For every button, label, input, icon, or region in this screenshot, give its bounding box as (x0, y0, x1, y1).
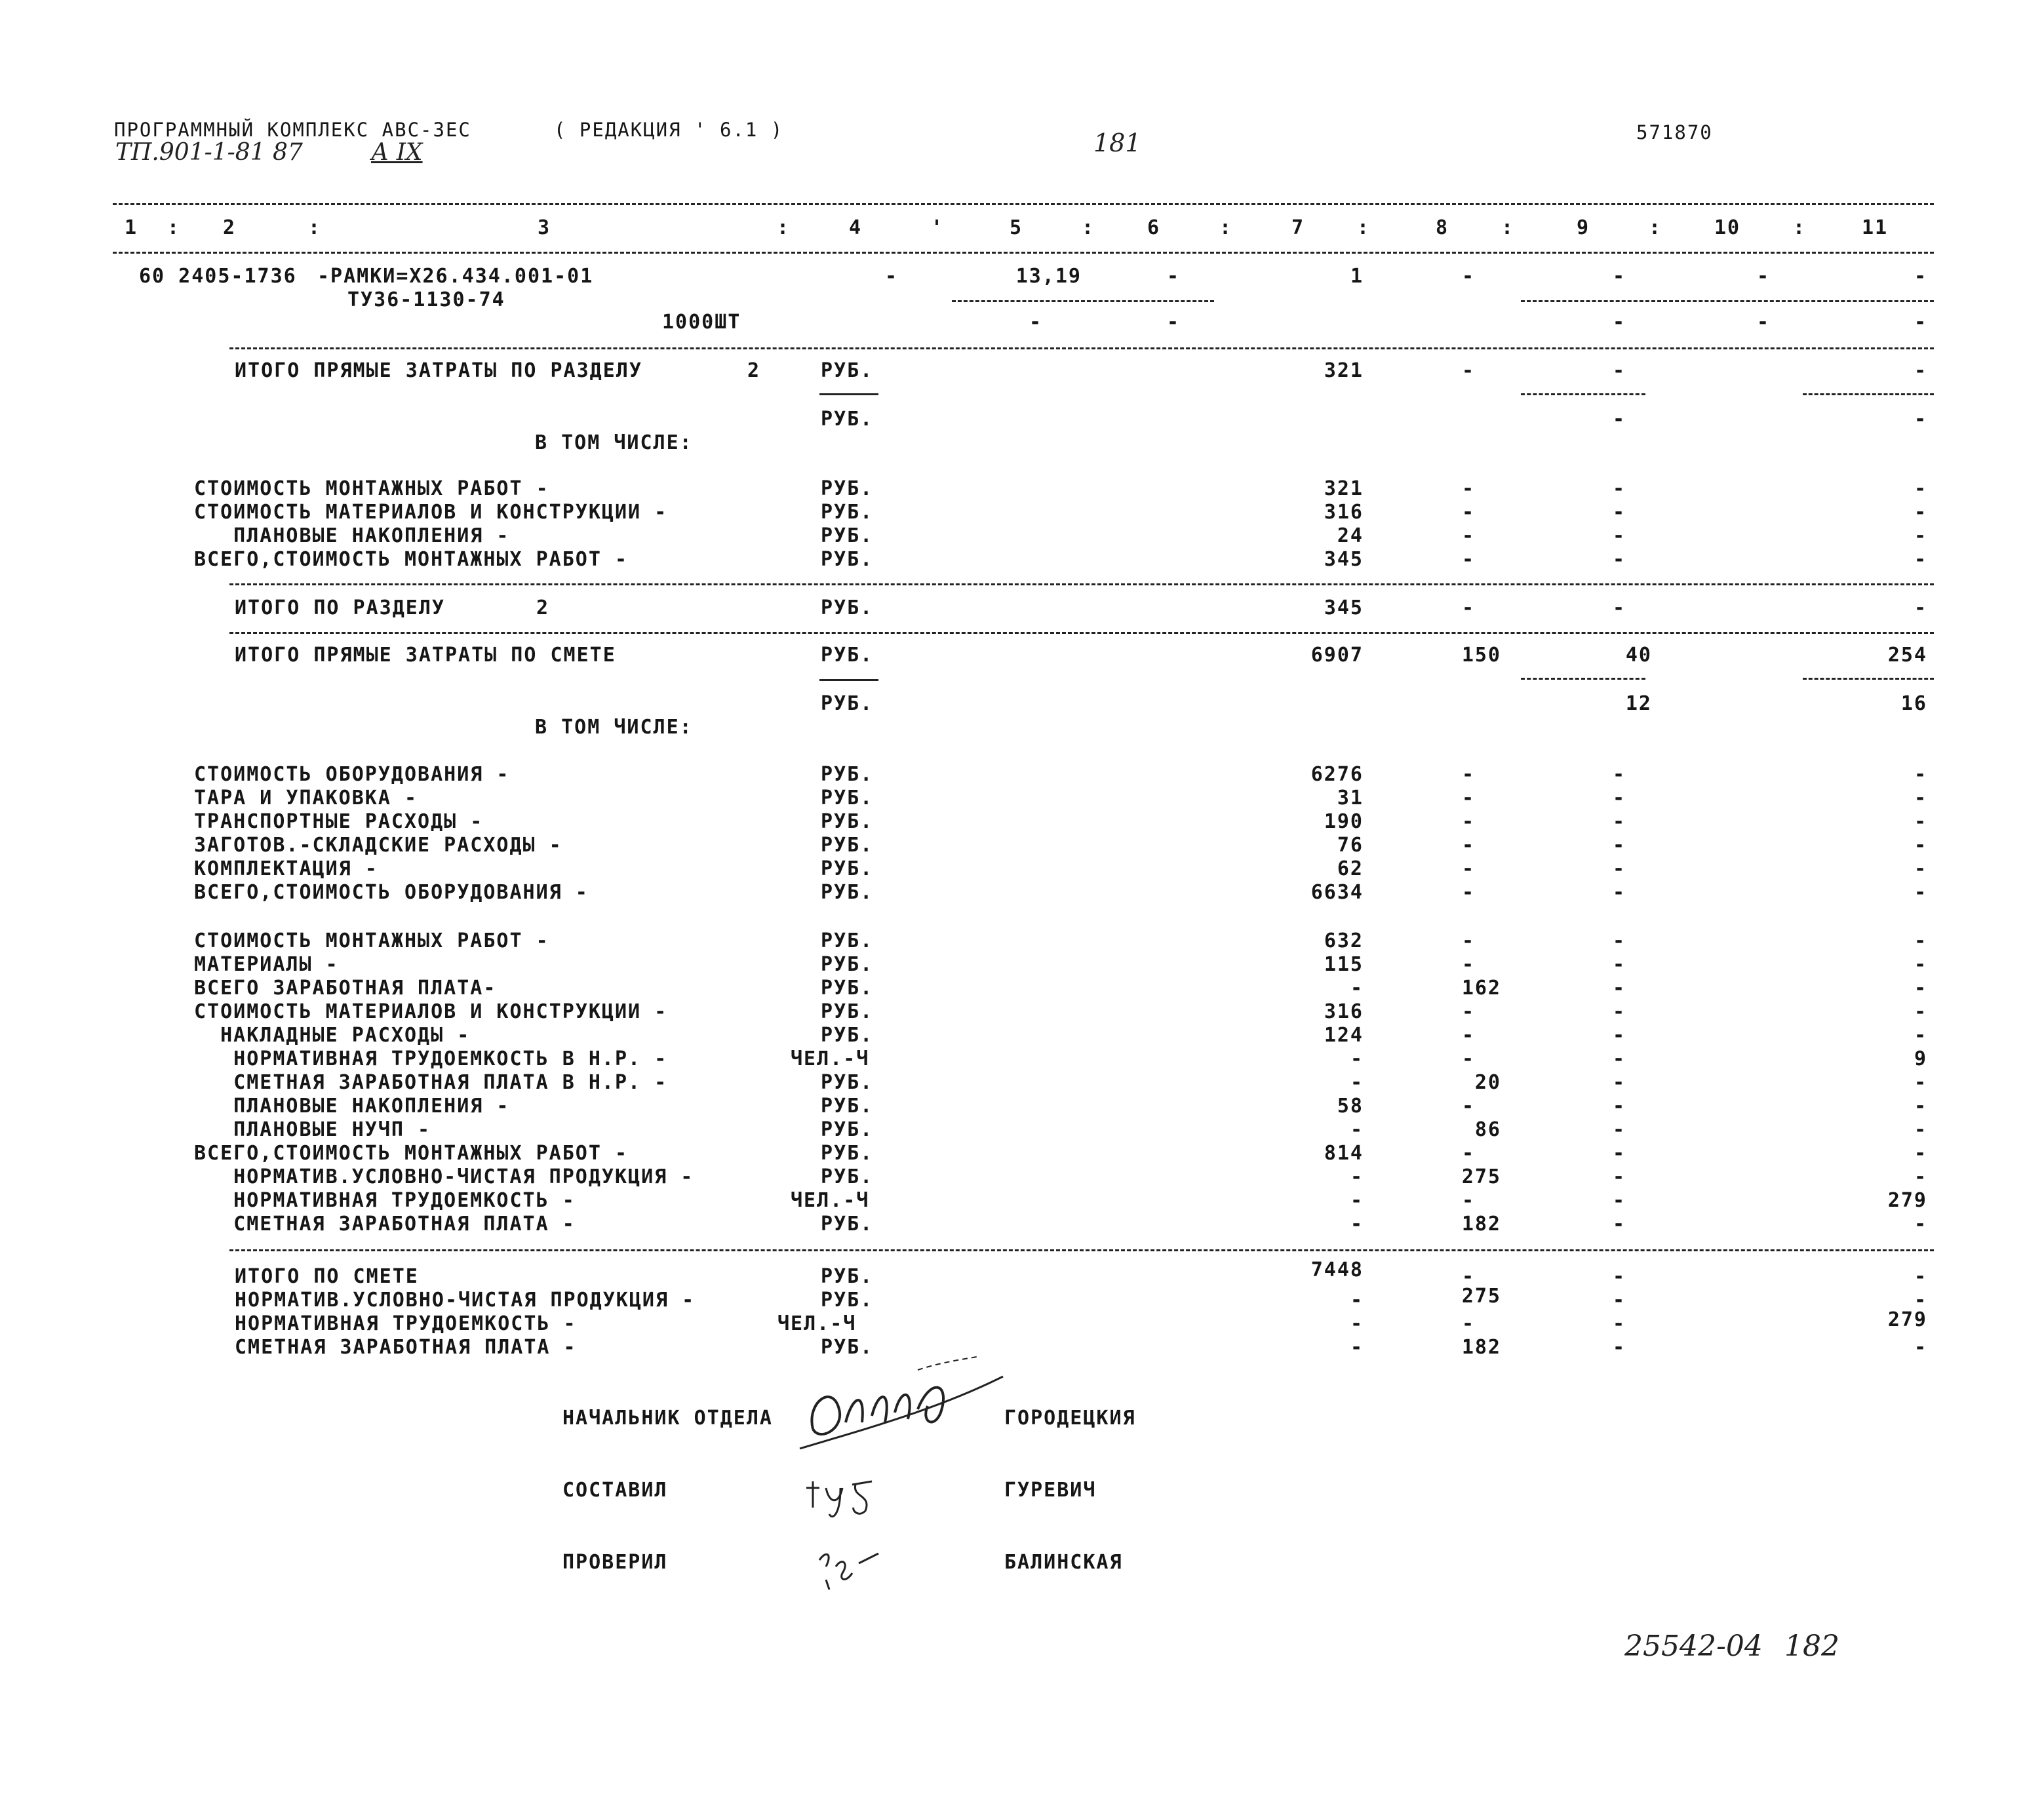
row-label: ИТОГО ПРЯМЫЕ ЗАТРАТЫ ПО СМЕТЕ (235, 644, 616, 667)
divider (229, 632, 1934, 634)
unit-underline (819, 679, 878, 681)
col-7-value: 6634 (1310, 881, 1364, 904)
including-label: В ТОМ ЧИСЛЕ: (535, 431, 693, 454)
col-header: 2 (222, 216, 237, 239)
item-col-8: - (1461, 265, 1475, 288)
unit: РУБ. (821, 1095, 874, 1118)
col-11-value: - (1914, 810, 1927, 833)
col-8-value: 182 (1461, 1213, 1501, 1236)
unit: ЧЕЛ.-Ч (791, 1047, 870, 1070)
row-label: ПЛАНОВЫЕ НУЧП - (194, 1118, 431, 1141)
col-11-value: - (1914, 548, 1927, 571)
col-7-value: - (1350, 1312, 1364, 1335)
col-9-value: - (1612, 1142, 1626, 1165)
divider (229, 347, 1934, 349)
signature-name: ГУРЕВИЧ (1004, 1479, 1097, 1502)
col-9-value: - (1612, 1165, 1626, 1188)
col-7-value: 345 (1324, 596, 1364, 619)
section-number: 2 (747, 359, 761, 382)
col-8-value: - (1461, 548, 1475, 571)
col-11-value: - (1914, 1000, 1927, 1023)
divider (229, 583, 1934, 585)
row-label: СМЕТНАЯ ЗАРАБОТНАЯ ПЛАТА - (235, 1336, 577, 1359)
col-7-value: - (1350, 1336, 1364, 1359)
col-7-value: 321 (1324, 359, 1364, 382)
unit: РУБ. (821, 1289, 874, 1312)
page-number: 181 (1093, 128, 1141, 157)
col-9-value: - (1612, 1213, 1626, 1236)
col-9-value: - (1612, 524, 1626, 547)
row-label: ТРАНСПОРТНЫЕ РАСХОДЫ - (194, 810, 484, 833)
unit: ЧЕЛ.-Ч (791, 1189, 870, 1212)
col-8-value: - (1461, 1312, 1475, 1335)
col-8-value: - (1461, 1265, 1475, 1288)
row-label: НОРМАТИВНАЯ ТРУДОЕМКОСТЬ - (235, 1312, 577, 1335)
col-separator: : (1792, 216, 1807, 239)
row-label: ЗАГОТОВ.-СКЛАДСКИЕ РАСХОДЫ - (194, 834, 562, 857)
col-8-value: - (1461, 1142, 1475, 1165)
item-unit-col-6: - (1166, 311, 1180, 334)
col-9-value: - (1612, 810, 1626, 833)
col-11-value: 9 (1914, 1047, 1927, 1070)
signature-role: СОСТАВИЛ (562, 1479, 668, 1502)
col-8-value: - (1461, 1024, 1475, 1047)
col-7-value: 6276 (1310, 763, 1364, 786)
col-9-value: - (1612, 1289, 1626, 1312)
col-separator: : (1219, 216, 1233, 239)
col-header: 5 (1009, 216, 1023, 239)
col-7-value: 345 (1324, 548, 1364, 571)
col-7-value: - (1350, 1189, 1364, 1212)
divider (113, 252, 1934, 254)
col-9-value: - (1612, 763, 1626, 786)
item-unit-col-10: - (1756, 311, 1770, 334)
col-11-value: - (1914, 857, 1927, 880)
unit: РУБ. (821, 881, 874, 904)
col-7-value: 632 (1324, 929, 1364, 952)
item-col-9: - (1612, 265, 1626, 288)
signature-name: ГОРОДЕЦКИЯ (1004, 1407, 1136, 1430)
col-8-value: 275 (1461, 1165, 1501, 1188)
col-8-value: 182 (1461, 1336, 1501, 1359)
item-code: 60 2405-1736 (139, 265, 297, 288)
unit: РУБ. (821, 763, 874, 786)
sheet-number: 182 (1784, 1630, 1839, 1663)
col-7-value: - (1350, 1165, 1364, 1188)
col-7-value: 31 (1337, 787, 1364, 810)
col-8-value: - (1461, 1189, 1475, 1212)
section-number: 2 (536, 596, 550, 619)
col-7-value: 62 (1337, 857, 1364, 880)
unit: РУБ. (821, 1265, 874, 1288)
col-9-value: - (1612, 501, 1626, 524)
col-7-value: - (1350, 977, 1364, 1000)
divider (113, 203, 1934, 205)
col-8-value: - (1461, 1047, 1475, 1070)
row-label: СТОИМОСТЬ ОБОРУДОВАНИЯ - (194, 763, 510, 786)
col-11-value: - (1914, 359, 1927, 382)
signature-name: БАЛИНСКАЯ (1004, 1551, 1123, 1574)
col-11-value: - (1914, 1165, 1927, 1188)
col-separator: : (307, 216, 322, 239)
col-11-value: - (1914, 477, 1927, 500)
row-label: ПЛАНОВЫЕ НАКОПЛЕНИЯ - (194, 524, 510, 547)
col-8-value: - (1461, 1000, 1475, 1023)
col-11-value: - (1914, 1265, 1927, 1288)
row-label: ПЛАНОВЫЕ НАКОПЛЕНИЯ - (194, 1095, 510, 1118)
col-8-value: - (1461, 810, 1475, 833)
col-9-value: - (1612, 953, 1626, 976)
signature-mark-compiler (793, 1468, 892, 1527)
item-col-10: - (1756, 265, 1770, 288)
col-11-value: 16 (1900, 692, 1927, 715)
col-9-value: - (1612, 477, 1626, 500)
row-label: НОРМАТИВНАЯ ТРУДОЕМКОСТЬ В Н.Р. - (194, 1047, 668, 1070)
col-separator: ' (930, 216, 945, 239)
col-9-value: - (1612, 1265, 1626, 1288)
col-11-value: - (1914, 1024, 1927, 1047)
unit: РУБ. (821, 1213, 874, 1236)
col-8-value: - (1461, 477, 1475, 500)
col-separator: : (167, 216, 181, 239)
col-9-value: - (1612, 929, 1626, 952)
col-11-value: - (1914, 1336, 1927, 1359)
col-separator: : (1356, 216, 1371, 239)
col-header: 6 (1147, 216, 1161, 239)
item-col-7: 1 (1350, 265, 1364, 288)
col-9-value: 40 (1625, 644, 1652, 667)
unit: РУБ. (821, 834, 874, 857)
subtotal-line (1803, 678, 1934, 680)
doc-code: 571870 (1636, 121, 1713, 144)
col-9-value: 12 (1625, 692, 1652, 715)
col-9-value: - (1612, 1071, 1626, 1094)
col-separator: : (1081, 216, 1095, 239)
col-8-value: 20 (1474, 1071, 1501, 1094)
row-label: КОМПЛЕКТАЦИЯ - (194, 857, 378, 880)
row-label: НОРМАТИВ.УСЛОВНО-ЧИСТАЯ ПРОДУКЦИЯ - (194, 1165, 694, 1188)
col-11-value: - (1914, 1213, 1927, 1236)
unit: РУБ. (821, 548, 874, 571)
row-label: ВСЕГО,СТОИМОСТЬ ОБОРУДОВАНИЯ - (194, 881, 589, 904)
col-11-value: - (1914, 763, 1927, 786)
col-9-value: - (1612, 977, 1626, 1000)
col-7-value: 7448 (1310, 1259, 1364, 1281)
col-9-value: - (1612, 1189, 1626, 1212)
col-7-value: 316 (1324, 501, 1364, 524)
col-header: 7 (1291, 216, 1305, 239)
unit: РУБ. (821, 1165, 874, 1188)
row-label: НОРМАТИВНАЯ ТРУДОЕМКОСТЬ - (194, 1189, 576, 1212)
row-label: МАТЕРИАЛЫ - (194, 953, 339, 976)
col-9-value: - (1612, 548, 1626, 571)
including-label: В ТОМ ЧИСЛЕ: (535, 716, 693, 739)
col-9-value: - (1612, 834, 1626, 857)
col-8-value: - (1461, 501, 1475, 524)
col-9-value: - (1612, 881, 1626, 904)
unit: ЧЕЛ.-Ч (777, 1312, 857, 1335)
unit: РУБ. (821, 408, 874, 431)
col-header: 10 (1714, 216, 1741, 239)
col-separator: : (1648, 216, 1662, 239)
signature-mark-checker (806, 1540, 892, 1599)
signature-mark-head (787, 1350, 1023, 1462)
col-7-value: 124 (1324, 1024, 1364, 1047)
col-11-value: - (1914, 1289, 1927, 1312)
item-unit-col-5: - (1029, 311, 1042, 334)
col-9-value: - (1612, 1000, 1626, 1023)
signature-role: ПРОВЕРИЛ (562, 1551, 668, 1574)
col-8-value: - (1461, 881, 1475, 904)
item-col-5: 13,19 (1015, 265, 1082, 288)
col-8-value: - (1461, 763, 1475, 786)
unit: РУБ. (821, 692, 874, 715)
col-7-value: 190 (1324, 810, 1364, 833)
project-ref: ТП.901-1-81 87 (115, 139, 303, 166)
col-header: 11 (1861, 216, 1889, 239)
row-label: СМЕТНАЯ ЗАРАБОТНАЯ ПЛАТА - (194, 1213, 576, 1236)
col-header: 4 (848, 216, 863, 239)
col-8-value: - (1461, 857, 1475, 880)
row-label: ТАРА И УПАКОВКА - (194, 787, 418, 810)
col-8-value: 162 (1461, 977, 1501, 1000)
unit: РУБ. (821, 977, 874, 1000)
col-7-value: - (1350, 1118, 1364, 1141)
col-header: 1 (124, 216, 138, 239)
unit: РУБ. (821, 596, 874, 619)
col-7-value: - (1350, 1071, 1364, 1094)
col-9-value: - (1612, 1024, 1626, 1047)
col-9-value: - (1612, 596, 1626, 619)
col-11-value: - (1914, 929, 1927, 952)
unit: РУБ. (821, 1142, 874, 1165)
row-label: СТОИМОСТЬ МОНТАЖНЫХ РАБОТ - (194, 929, 549, 952)
signature-role: НАЧАЛЬНИК ОТДЕЛА (562, 1407, 773, 1430)
unit: РУБ. (821, 810, 874, 833)
item-name: -РАМКИ=Х26.434.001-01 (317, 265, 594, 288)
col-11-value: 279 (1887, 1189, 1927, 1212)
col-11-value: - (1914, 1095, 1927, 1118)
col-8-value: - (1461, 1095, 1475, 1118)
col-separator: : (1501, 216, 1515, 239)
col-9-value: - (1612, 787, 1626, 810)
col-11-value: - (1914, 787, 1927, 810)
col-11-value: - (1914, 834, 1927, 857)
col-7-value: 76 (1337, 834, 1364, 857)
col-11-value: 279 (1887, 1308, 1927, 1331)
unit: РУБ. (821, 857, 874, 880)
unit: РУБ. (821, 1000, 874, 1023)
row-label: ИТОГО ПО СМЕТЕ (235, 1265, 419, 1288)
col-9-value: - (1612, 1312, 1626, 1335)
row-label: ИТОГО ПО РАЗДЕЛУ (235, 596, 445, 619)
col-7-value: 814 (1324, 1142, 1364, 1165)
col-9-value: - (1612, 408, 1626, 431)
col-11-value: - (1914, 408, 1927, 431)
col-8-value: - (1461, 359, 1475, 382)
item-col-6: - (1166, 265, 1180, 288)
col-8-value: - (1461, 787, 1475, 810)
col-9-value: - (1612, 359, 1626, 382)
edition-label: ( РЕДАКЦИЯ ' 6.1 ) (554, 119, 784, 141)
subtotal-line (1521, 678, 1645, 680)
col-11-value: - (1914, 977, 1927, 1000)
col-header: 9 (1576, 216, 1590, 239)
col-9-value: - (1612, 1336, 1626, 1359)
col-9-value: - (1612, 1118, 1626, 1141)
col-8-value: - (1461, 524, 1475, 547)
row-label: ВСЕГО,СТОИМОСТЬ МОНТАЖНЫХ РАБОТ - (194, 548, 629, 571)
album-ref: А IX (371, 139, 423, 166)
unit: РУБ. (821, 359, 874, 382)
col-11-value: - (1914, 501, 1927, 524)
col-7-value: 115 (1324, 953, 1364, 976)
row-label: НАКЛАДНЫЕ РАСХОДЫ - (194, 1024, 471, 1047)
col-7-value: - (1350, 1047, 1364, 1070)
col-7-value: - (1350, 1289, 1364, 1312)
unit: РУБ. (821, 524, 874, 547)
subtotal-line (1521, 393, 1645, 395)
col-7-value: 6907 (1310, 644, 1364, 667)
col-11-value: - (1914, 1071, 1927, 1094)
unit: РУБ. (821, 787, 874, 810)
unit: РУБ. (821, 644, 874, 667)
col-8-value: 150 (1461, 644, 1501, 667)
row-label: ВСЕГО ЗАРАБОТНАЯ ПЛАТА- (194, 977, 497, 1000)
item-unit-col-9: - (1612, 311, 1626, 334)
col-separator: : (776, 216, 791, 239)
col-7-value: 24 (1337, 524, 1364, 547)
archive-number: 25542-04 (1624, 1630, 1763, 1663)
col-header: 3 (537, 216, 551, 239)
col-11-value: - (1914, 596, 1927, 619)
unit: РУБ. (821, 501, 874, 524)
col-11-value: - (1914, 953, 1927, 976)
subtotal-line (1803, 393, 1934, 395)
col-8-value: 275 (1461, 1285, 1501, 1308)
item-col-4: - (884, 265, 898, 288)
divider (229, 1249, 1934, 1251)
col-8-value: - (1461, 834, 1475, 857)
col-7-value: 321 (1324, 477, 1364, 500)
unit: РУБ. (821, 1118, 874, 1141)
item-subline (1521, 300, 1934, 302)
col-7-value: - (1350, 1213, 1364, 1236)
col-11-value: - (1914, 1142, 1927, 1165)
unit: РУБ. (821, 929, 874, 952)
row-label: СМЕТНАЯ ЗАРАБОТНАЯ ПЛАТА В Н.Р. - (194, 1071, 668, 1094)
col-9-value: - (1612, 857, 1626, 880)
col-8-value: - (1461, 929, 1475, 952)
col-8-value: 86 (1474, 1118, 1501, 1141)
unit: РУБ. (821, 953, 874, 976)
row-label: НОРМАТИВ.УСЛОВНО-ЧИСТАЯ ПРОДУКЦИЯ - (235, 1289, 696, 1312)
unit: РУБ. (821, 1071, 874, 1094)
col-11-value: 254 (1887, 644, 1927, 667)
col-header: 8 (1435, 216, 1449, 239)
row-label: СТОИМОСТЬ МОНТАЖНЫХ РАБОТ - (194, 477, 549, 500)
col-7-value: 316 (1324, 1000, 1364, 1023)
col-7-value: 58 (1337, 1095, 1364, 1118)
row-label: СТОИМОСТЬ МАТЕРИАЛОВ И КОНСТРУКЦИИ - (194, 1000, 668, 1023)
unit: РУБ. (821, 477, 874, 500)
item-subline (952, 300, 1214, 302)
col-8-value: - (1461, 953, 1475, 976)
unit: РУБ. (821, 1024, 874, 1047)
col-11-value: - (1914, 881, 1927, 904)
col-9-value: - (1612, 1047, 1626, 1070)
col-9-value: - (1612, 1095, 1626, 1118)
row-label: СТОИМОСТЬ МАТЕРИАЛОВ И КОНСТРУКЦИИ - (194, 501, 668, 524)
unit: РУБ. (821, 1336, 874, 1359)
item-spec: ТУ36-1130-74 (347, 288, 505, 311)
item-unit: 1000ШТ (662, 311, 741, 334)
col-8-value: - (1461, 596, 1475, 619)
col-11-value: - (1914, 524, 1927, 547)
row-label: ВСЕГО,СТОИМОСТЬ МОНТАЖНЫХ РАБОТ - (194, 1142, 629, 1165)
program-title: ПРОГРАММНЫЙ КОМПЛЕКС АВС-3ЕС (114, 119, 471, 141)
unit-underline (819, 393, 878, 395)
col-11-value: - (1914, 1118, 1927, 1141)
section-total-label: ИТОГО ПРЯМЫЕ ЗАТРАТЫ ПО РАЗДЕЛУ (235, 359, 642, 382)
item-col-11: - (1914, 265, 1927, 288)
item-unit-col-11: - (1914, 311, 1927, 334)
